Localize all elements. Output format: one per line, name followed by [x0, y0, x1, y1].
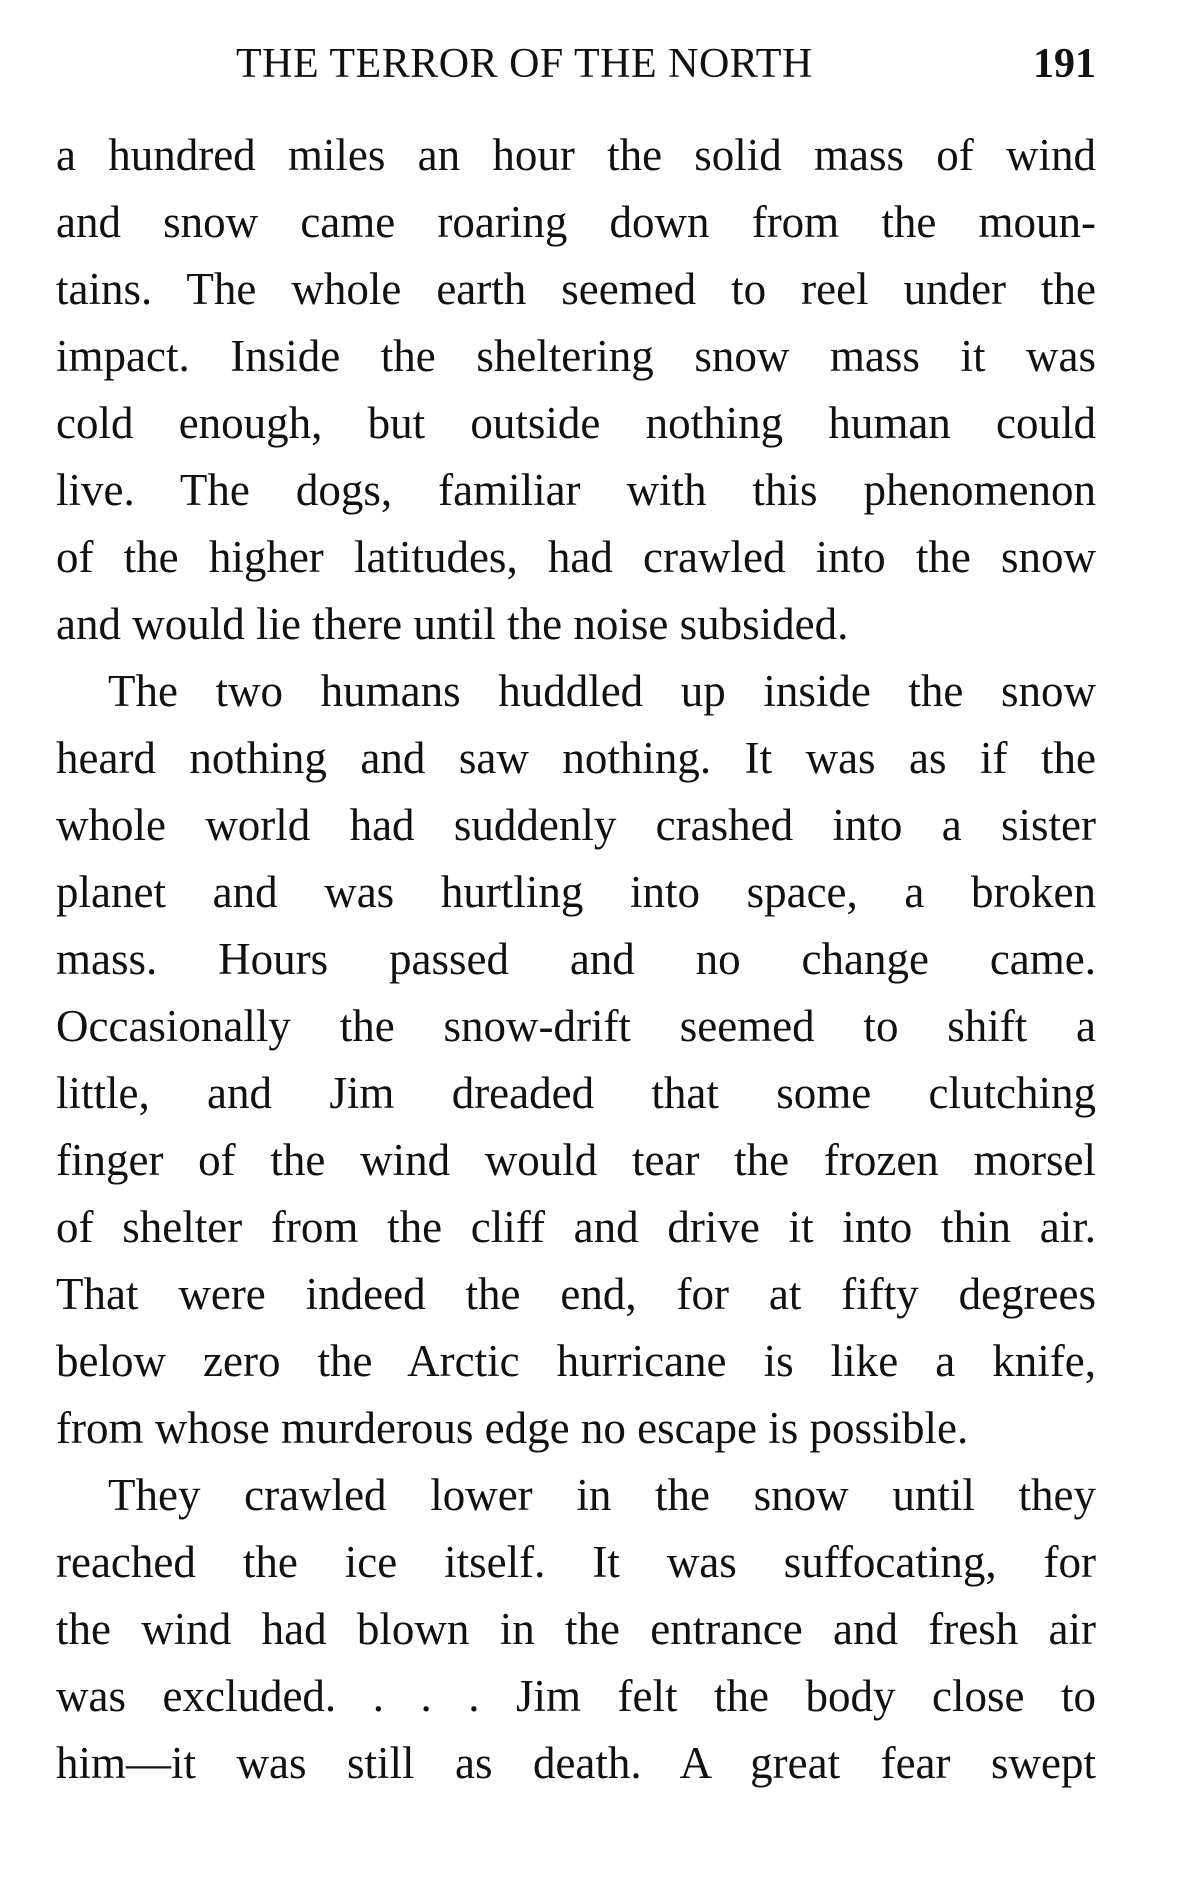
text-line: heard nothing and saw nothing. It was as if the [56, 733, 1096, 783]
running-head [56, 34, 1096, 94]
text-line: They crawled lower in the snow until they [108, 1470, 1096, 1520]
text-line: and snow came roaring down from the moun- [56, 197, 1096, 247]
text-line: reached the ice itself. It was suffocating, for [56, 1537, 1096, 1587]
text-line: a hundred miles an hour the solid mass of wind [56, 130, 1096, 180]
paragraph-3 [56, 1462, 1096, 1797]
text-line: The two humans huddled up inside the snow [108, 666, 1096, 716]
text-line: live. The dogs, familiar with this phenomenon [56, 465, 1096, 515]
text-line: That were indeed the end, for at fifty degrees [56, 1269, 1096, 1319]
text-line: impact. Inside the sheltering snow mass it was [56, 331, 1096, 381]
text-line: of shelter from the cliff and drive it into thin air. [56, 1202, 1096, 1252]
text-line: tains. The whole earth seemed to reel under the [56, 264, 1096, 314]
running-title: THE TERROR OF THE NORTH [236, 41, 813, 87]
text-line: Occasionally the snow-drift seemed to shift a [56, 1001, 1096, 1051]
body-text [56, 122, 1096, 1797]
text-line: and would lie there until the noise subsided. [56, 599, 849, 649]
page-number: 191 [1033, 41, 1096, 87]
paragraph-1 [56, 122, 1096, 658]
text-line: planet and was hurtling into space, a broken [56, 867, 1096, 917]
paragraph-2 [56, 658, 1096, 1462]
text-line: was excluded. . . . Jim felt the body close to [56, 1671, 1096, 1721]
text-line: cold enough, but outside nothing human could [56, 398, 1096, 448]
text-line: finger of the wind would tear the frozen morsel [56, 1135, 1096, 1185]
text-line: below zero the Arctic hurricane is like a knife, [56, 1336, 1096, 1386]
text-line: of the higher latitudes, had crawled into the snow [56, 532, 1096, 582]
text-line: little, and Jim dreaded that some clutching [56, 1068, 1096, 1118]
text-line: from whose murderous edge no escape is possible. [56, 1403, 969, 1453]
text-line: mass. Hours passed and no change came. [56, 934, 1096, 984]
text-line: whole world had suddenly crashed into a sister [56, 800, 1096, 850]
text-line: him—it was still as death. A great fear swept [56, 1738, 1096, 1788]
text-line: the wind had blown in the entrance and fresh air [56, 1604, 1096, 1654]
